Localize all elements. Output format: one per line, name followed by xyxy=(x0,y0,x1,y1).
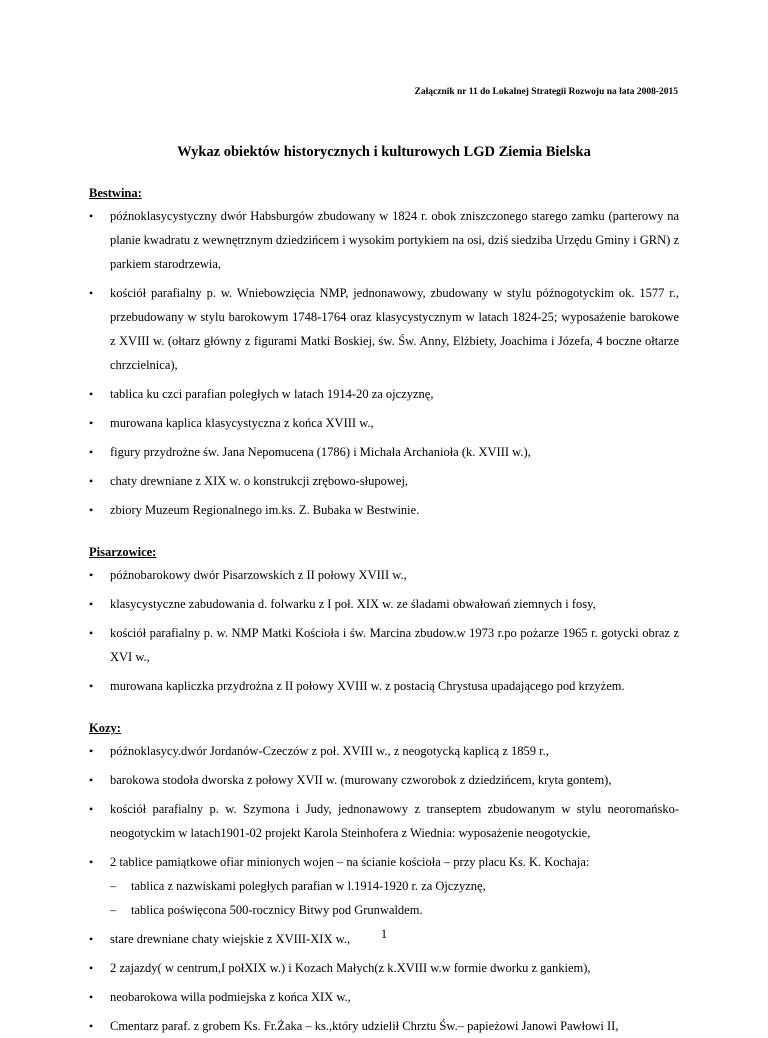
list-item: • późnoklasycystyczny dwór Habsburgów zbudowany w 1824 r. obok zniszczonego starego zamku (parterowy na planie kwadratu z wewnętrznym dziedzińcem i wysokim portykiem na osi, dziś siedziba Urzędu Gminy i GRN) z parkiem starodrzewia, xyxy=(89,204,679,276)
list-item: • zbiory Muzeum Regionalnego im.ks. Z. Bubaka w Bestwinie. xyxy=(89,498,679,522)
list-item: • późnoklasycy.dwór Jordanów-Czeczów z poł. XVIII w., z neogotycką kaplicą z 1859 r., xyxy=(89,739,679,763)
section-kozy xyxy=(89,720,679,1038)
section-title: Bestwina: xyxy=(89,186,142,200)
list-item: • późnobarokowy dwór Pisarzowskich z II połowy XVIII w., xyxy=(89,563,679,587)
bullet-list xyxy=(89,204,679,522)
sub-list-item: – tablica z nazwiskami poległych parafian w l.1914-1920 r. za Ojczyznę, xyxy=(110,874,679,898)
section-title: Pisarzowice: xyxy=(89,545,157,559)
list-item: • figury przydrożne św. Jana Nepomucena (1786) i Michała Archanioła (k. XVIII w.), xyxy=(89,440,679,464)
list-item: • 2 zajazdy( w centrum,I połXIX w.) i Kozach Małych(z k.XVIII w.w formie dworku z gankiem), xyxy=(89,956,679,980)
list-item: • kościół parafialny p. w. Szymona i Judy, jednonawowy z transeptem zbudowanym w stylu neoromańsko-neogotyckim w latach1901-02 projekt Karola Steinhofera z Wiednia: wyposażenie neogotyckie, xyxy=(89,797,679,845)
list-item: • kościół parafialny p. w. NMP Matki Kościoła i św. Marcina zbudow.w 1973 r.po pożarze 1965 r. gotycki obraz z XVI w., xyxy=(89,621,679,669)
section-title: Kozy: xyxy=(89,721,121,735)
list-item: • chaty drewniane z XIX w. o konstrukcji zrębowo-słupowej, xyxy=(89,469,679,493)
document-body xyxy=(89,185,679,1038)
page-number: 1 xyxy=(380,927,388,941)
list-item: • tablica ku czci parafian poległych w latach 1914-20 za ojczyznę, xyxy=(89,382,679,406)
bullet-list xyxy=(89,739,679,1038)
list-item: • murowana kaplica klasycystyczna z końca XVIII w., xyxy=(89,411,679,435)
list-item: • neobarokowa willa podmiejska z końca XIX w., xyxy=(89,985,679,1009)
bullet-list xyxy=(89,563,679,698)
list-item xyxy=(89,850,679,922)
annex-header: Załącznik nr 11 do Lokalnej Strategii Rozwoju na lata 2008-2015 xyxy=(414,87,678,97)
section-bestwina xyxy=(89,185,679,522)
list-item-text: 2 tablice pamiątkowe ofiar minionych wojen – na ścianie kościoła – przy placu Ks. K. Kochaja: xyxy=(110,855,590,869)
list-item: • stare drewniane chaty wiejskie z XVIII-XIX w., xyxy=(89,927,679,951)
list-item: • Cmentarz paraf. z grobem Ks. Fr.Żaka – ks.,który udzielił Chrztu Św.– papieżowi Janowi Pawłowi II, xyxy=(89,1014,679,1038)
document-title: Wykaz obiektów historycznych i kulturowych LGD Ziemia Bielska xyxy=(177,144,591,160)
section-pisarzowice xyxy=(89,544,679,698)
list-item: • murowana kapliczka przydrożna z II połowy XVIII w. z postacią Chrystusa upadającego pod krzyżem. xyxy=(89,674,679,698)
list-item: • klasycystyczne zabudowania d. folwarku z I poł. XIX w. ze śladami obwałowań ziemnych i fosy, xyxy=(89,592,679,616)
list-item: • kościół parafialny p. w. Wniebowzięcia NMP, jednonawowy, zbudowany w stylu późnogotyckim ok. 1577 r., przebudowany w stylu barokowym 1748-1764 oraz klasycystycznym w latach 1824-25; wyposażenie barokowe z XVIII w. (ołtarz główny z figurami Matki Boskiej, św. Św. Anny, Elżbiety, Joachima i Józefa, 4 boczne ołtarze chrzcielnica), xyxy=(89,281,679,377)
sub-list xyxy=(110,874,679,922)
list-item: • barokowa stodoła dworska z połowy XVII w. (murowany czworobok z dziedzińcem, kryta gontem), xyxy=(89,768,679,792)
sub-list-item: – tablica poświęcona 500-rocznicy Bitwy pod Grunwaldem. xyxy=(110,898,679,922)
